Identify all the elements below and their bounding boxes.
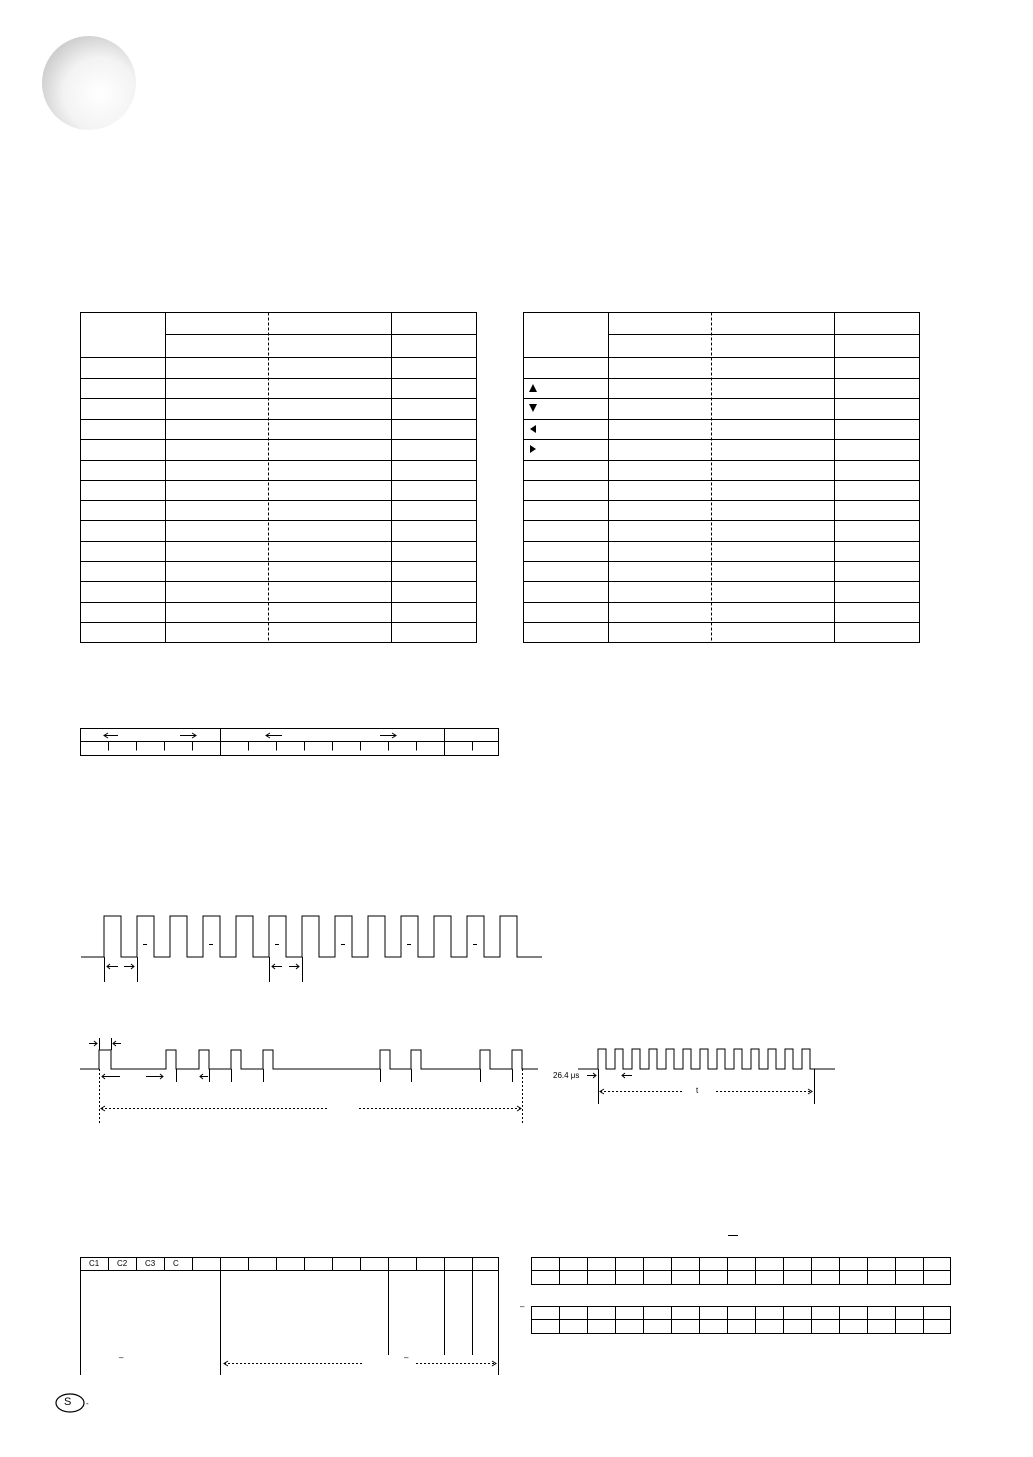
carrier-duration-label: t	[696, 1086, 699, 1095]
right-triangle-icon	[530, 445, 536, 453]
code-cell-c: C	[173, 1259, 179, 1268]
badge-letter: S	[64, 1396, 72, 1408]
bit-grids	[532, 1236, 951, 1334]
code-table-left	[81, 313, 477, 643]
code-table-right	[524, 313, 920, 643]
bit-format-bar	[81, 729, 499, 756]
dash-mark-2: –	[404, 1353, 409, 1362]
badge-suffix: -	[86, 1399, 89, 1408]
direction-icons	[529, 384, 537, 453]
dash-mark-1: –	[119, 1353, 124, 1362]
left-triangle-icon	[530, 425, 536, 433]
carrier-period-label: 26.4 μs	[553, 1071, 580, 1080]
waveform-carrier	[578, 1049, 835, 1104]
waveform-frame	[80, 1038, 538, 1123]
code-cell-c1: C1	[89, 1259, 100, 1268]
heading-orb-icon	[42, 36, 136, 130]
code-frame	[81, 1258, 499, 1376]
code-cell-c2: C2	[117, 1259, 128, 1268]
down-triangle-icon	[529, 404, 537, 412]
up-triangle-icon	[529, 384, 537, 392]
code-cell-c3: C3	[145, 1259, 156, 1268]
dash-mark-3: –	[520, 1302, 525, 1311]
waveform-bit-pulses	[81, 916, 542, 982]
